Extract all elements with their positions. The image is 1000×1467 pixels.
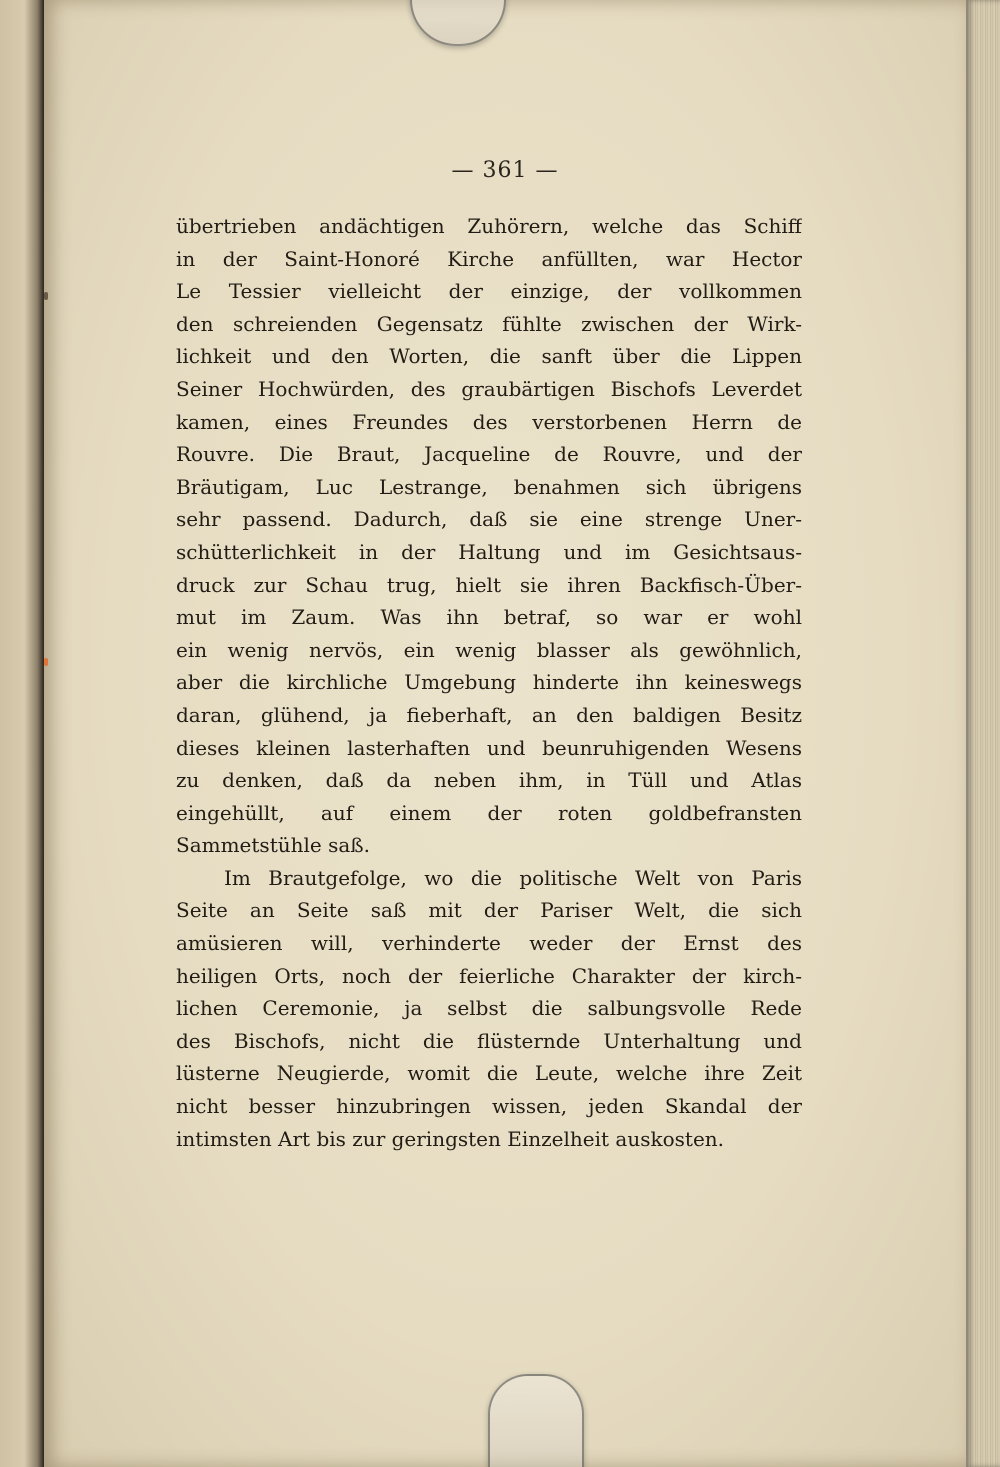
text-line: des Bischofs, nicht die flüsternde Unterhaltung und (176, 1028, 802, 1053)
text-line: Sammetstühle saß. (176, 833, 370, 858)
text-line: druck zur Schau trug, hielt sie ihren Backfisch-Über- (176, 572, 802, 597)
margin-mark (44, 658, 48, 666)
text-line: eingehüllt, auf einem der roten goldbefransten (176, 800, 802, 825)
text-line: in der Saint-Honoré Kirche anfüllten, war Hector (176, 246, 802, 271)
text-line: zu denken, daß da neben ihm, in Tüll und Atlas (176, 768, 802, 793)
page-clip-bottom (488, 1374, 584, 1467)
text-line: Seite an Seite saß mit der Pariser Welt, die sich (176, 898, 802, 923)
text-line: intimsten Art bis zur geringsten Einzelheit auskosten. (176, 1126, 725, 1151)
text-line: Bräutigam, Luc Lestrange, benahmen sich übrigens (176, 474, 802, 499)
text-line: Rouvre. Die Braut, Jacqueline de Rouvre, und der (176, 442, 802, 467)
text-line: aber die kirchliche Umgebung hinderte ihn keineswegs (176, 670, 802, 695)
text-line: heiligen Orts, noch der feierliche Charakter der kirch- (176, 963, 802, 988)
body-text (176, 210, 802, 1155)
text-line: ein wenig nervös, ein wenig blasser als gewöhnlich, (176, 637, 802, 662)
text-line: übertrieben andächtigen Zuhörern, welche das Schiff (176, 214, 802, 238)
text-line: amüsieren will, verhinderte weder der Ernst des (176, 931, 802, 956)
text-line: Seiner Hochwürden, des graubärtigen Bischofs Leverdet (176, 376, 802, 401)
text-line: Im Brautgefolge, wo die politische Welt von Paris (224, 865, 802, 890)
text-line: Le Tessier vielleicht der einzige, der vollkommen (176, 279, 802, 304)
text-line: lüsterne Neugierde, womit die Leute, welche ihre Zeit (176, 1061, 802, 1086)
text-line: dieses kleinen lasterhaften und beunruhigenden Wesens (176, 735, 802, 760)
text-line: nicht besser hinzubringen wissen, jeden Skandal der (176, 1094, 802, 1119)
text-line: schütterlichkeit in der Haltung und im Gesichtsaus- (176, 539, 802, 564)
page-number: — 361 — (451, 158, 559, 183)
text-line: sehr passend. Dadurch, daß sie eine strenge Uner- (176, 507, 802, 532)
book-page (44, 0, 966, 1467)
text-line: den schreienden Gegensatz fühlte zwischen der Wirk- (176, 311, 802, 336)
page-block-edge (966, 0, 1000, 1467)
text-line: mut im Zaum. Was ihn betraf, so war er wohl (176, 605, 802, 630)
facing-page-edge (0, 0, 44, 1467)
margin-mark (44, 292, 48, 300)
text-line: kamen, eines Freundes des verstorbenen Herrn de (176, 409, 802, 434)
text-line: lichkeit und den Worten, die sanft über die Lippen (176, 344, 802, 369)
text-line: daran, glühend, ja fieberhaft, an den baldigen Besitz (176, 702, 802, 727)
text-line: lichen Ceremonie, ja selbst die salbungsvolle Rede (176, 996, 802, 1021)
